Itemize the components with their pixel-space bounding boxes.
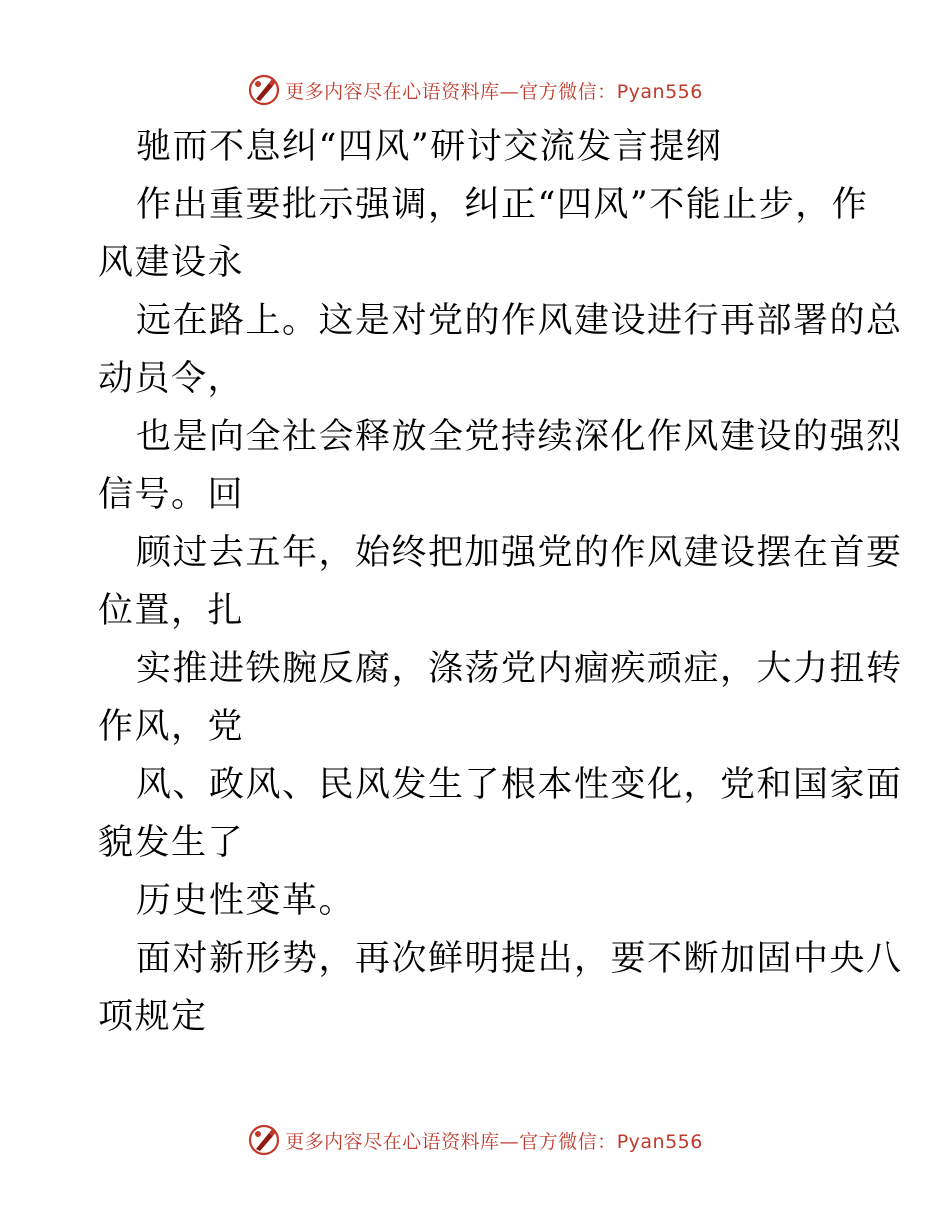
text-line: 历史性变革。 bbox=[136, 881, 356, 921]
text-line: 远在路上。这是对党的作风建设进行再部署的总 bbox=[136, 301, 903, 341]
text-line: 也是向全社会释放全党持续深化作风建设的强烈 bbox=[136, 417, 903, 457]
banner-wechat-label: 官方微信： bbox=[519, 1130, 617, 1153]
text-line: 作风，党 bbox=[98, 707, 245, 747]
banner-wechat-id: Pyan556 bbox=[616, 80, 703, 103]
text-line: 面对新形势，再次鲜明提出，要不断加固中央八 bbox=[136, 939, 903, 979]
text-line: 实推进铁腕反腐，涤荡党内痼疾顽症，大力扭转 bbox=[136, 649, 903, 689]
text-line: 动员令， bbox=[98, 359, 245, 399]
text-line: 貌发生了 bbox=[98, 823, 245, 863]
text-line: 项规定 bbox=[98, 997, 208, 1037]
text-line: 作出重要批示强调，纠正“四风”不能止步，作 bbox=[136, 185, 869, 225]
text-line: 顾过去五年，始终把加强党的作风建设摆在首要 bbox=[136, 533, 903, 573]
document-body bbox=[98, 118, 903, 1046]
footer-banner bbox=[0, 1120, 950, 1160]
text-line: 风、政风、民风发生了根本性变化，党和国家面 bbox=[136, 765, 903, 805]
banner-dash: — bbox=[499, 80, 520, 103]
banner-wechat-id: Pyan556 bbox=[616, 1130, 703, 1153]
text-line: 位置，扎 bbox=[98, 591, 245, 631]
text-line: 风建设永 bbox=[98, 243, 245, 283]
banner-wechat-label: 官方微信： bbox=[519, 80, 617, 103]
pen-logo-icon bbox=[247, 73, 281, 107]
text-line: 信号。回 bbox=[98, 475, 245, 515]
header-banner bbox=[0, 70, 950, 110]
pen-logo-icon bbox=[247, 1123, 281, 1157]
document-title: 驰而不息纠“四风”研讨交流发言提纲 bbox=[136, 127, 723, 167]
banner-dash: — bbox=[499, 1130, 520, 1153]
banner-title: 更多内容尽在心语资料库 bbox=[285, 80, 500, 103]
banner-title: 更多内容尽在心语资料库 bbox=[285, 1130, 500, 1153]
